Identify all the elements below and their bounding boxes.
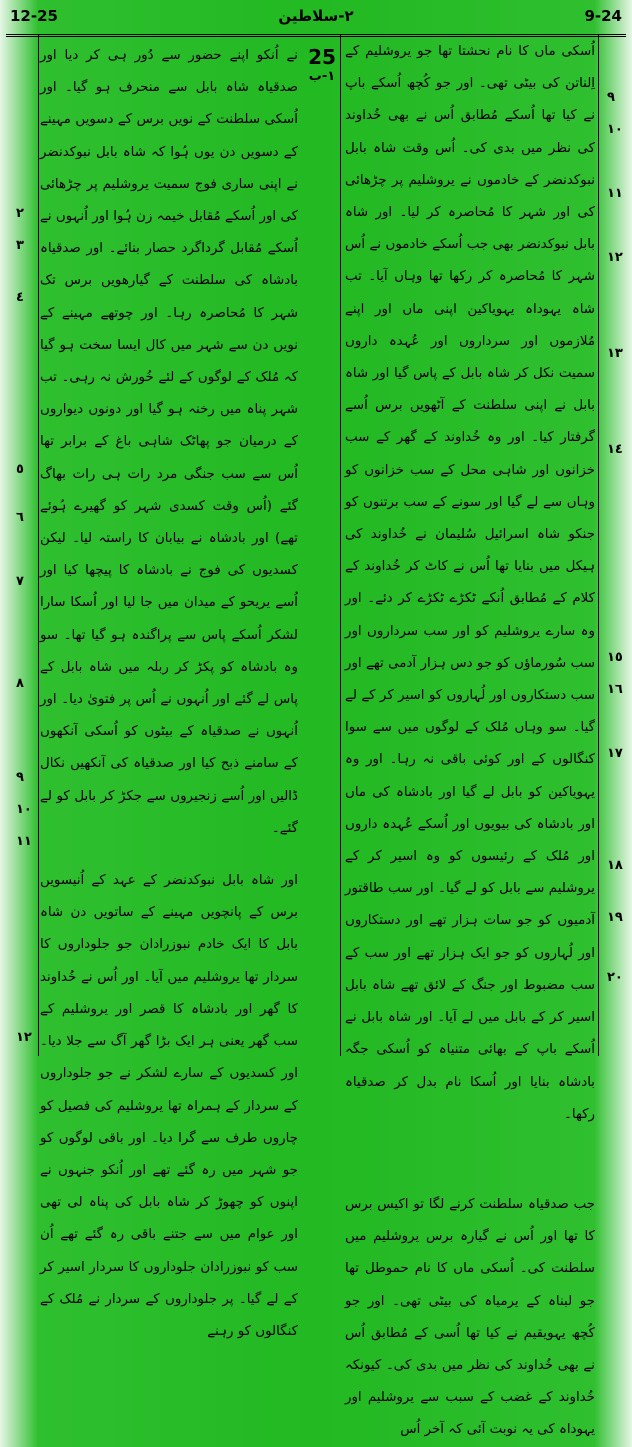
verse-number: ٩: [607, 90, 615, 105]
page-reference-right: 9-24: [584, 7, 622, 25]
chapter-verse-reference: ۱-ب: [308, 69, 336, 84]
verse-number: ١١: [607, 186, 623, 201]
right-text-column: [345, 36, 595, 1438]
verse-number: ٢٠: [607, 970, 623, 985]
verse-number: ٥: [16, 462, 24, 477]
verse-number: ١٠: [16, 802, 32, 817]
header-divider: [6, 34, 626, 35]
left-column-passage-2: اور شاہ بابل نبوکدنضر کے عہد کے اُنیسویں برس کے پانچویں مہینے کے ساتویں دن شاہ بابل کا ایک خادم نبوزرادان جو جلوداروں کا سردار تھا یروشلیم میں آیا۔ اور اُس نے خُداوند کا گھر اور بادشاہ کا قصر اور یروشلیم کے سب گھر یعنی ہر ایک بڑا گھر آگ سے جلا دیا۔ اور کسدیوں کے سارے لشکر نے جو جلوداروں کے سردار کے ہمراہ تھا یروشلیم کی فصیل کو چاروں طرف سے گرا دیا۔ اور باقی لوگوں کو جو شہر میں رہ گئے تھے اور اُنکو جنہوں نے اپنوں کو چھوڑ کر شاہ بابل کی پناہ لی تھی اور عوام میں سے جتنے باقی رہ گئے تھے اُن سب کو نبوزرادان جلوداروں کا سردار اسیر کر کے لے گیا۔ پر جلوداروں کے سردار نے مُلک کے کنگالوں کو رہنے: [40, 873, 298, 1339]
left-column-passage: نے اُنکو اپنے حضور سے دُور ہی کر دیا اور صدقیاہ شاہ بابل سے منحرف ہو گیا۔ اور اُسکی سلطنت کے نویں برس کے دسویں مہینے کے دسویں دن یوں ہُوا کہ شاہ بابل نبوکدنضر نے اپنی ساری فوج سمیت یروشلیم پر چڑھائی کی اور اُسکے مُقابل خیمہ زن ہُوا اور اُنہوں نے اُسکے مُقابل گرداگرد حصار بنائے۔ اور صدقیاہ بادشاہ کی سلطنت کے گیارھویں برس تک شہر کا مُحاصرہ رہا۔ اور چوتھے مہینے کے نویں دن سے شہر میں کال ایسا سخت ہو گیا کہ مُلک کے لوگوں کے لئے خُورش نہ رہی۔ تب شہر پناہ میں رخنہ ہو گیا اور دونوں دیواروں کے درمیان جو پھاٹک شاہی باغ کے برابر تھا اُس سے سب جنگی مرد رات ہی رات بھاگ گئے (اُس وقت کسدی شہر کو گھیرے ہُوئے تھے) اور بادشاہ نے بیابان کا راستہ لیا۔ لیکن کسدیوں کی فوج نے بادشاہ کا پیچھا کیا اور اُسے یریحو کے میدان میں جا لیا اور اُسکا سارا لشکر اُسکے پاس سے پراگندہ ہو گیا تھا۔ سو وہ بادشاہ کو پکڑ کر ربلہ میں شاہ بابل کے پاس لے گئے اور اُنہوں نے اُس پر فتویٰ دیا۔ اور اُنہوں نے صدقیاہ کے بیٹوں کو اُسکی آنکھوں کے سامنے ذبح کیا اور صدقیاہ کی آنکھیں نکال ڈالیں اور اُسے زنجیروں سے جکڑ کر بابل کو لے گئے۔: [40, 48, 298, 836]
book-title: ٢-سلاطین: [278, 7, 354, 25]
chapter-badge: [306, 46, 338, 90]
verse-number: ٣: [16, 238, 24, 253]
verse-number: ١٦: [607, 682, 623, 697]
verse-number: ١٠: [607, 122, 623, 137]
verse-number: ٨: [16, 676, 24, 691]
left-margin-rule: [38, 34, 39, 1056]
left-text-column: [40, 40, 298, 1339]
verse-number: ١٥: [607, 650, 623, 665]
verse-number: ١٣: [607, 346, 623, 361]
paragraph-spacer: [345, 1131, 595, 1189]
page-header: [0, 0, 632, 34]
verse-number: ٩: [16, 770, 24, 785]
verse-number: ٧: [16, 574, 24, 589]
verse-number: ١٩: [607, 910, 623, 925]
verse-number: ١٨: [607, 858, 623, 873]
verse-number: ٤: [16, 290, 24, 305]
chapter-number: 25: [308, 45, 336, 69]
verse-number: ٢: [16, 206, 24, 221]
page-reference-left: 12-25: [10, 7, 58, 25]
column-divider: [340, 34, 341, 1056]
verse-number: ١٢: [607, 250, 623, 265]
paragraph-spacer: [40, 845, 298, 865]
verse-number: ١٧: [607, 746, 623, 761]
right-column-passage-2: جب صدقیاہ سلطنت کرنے لگا تو اکیس برس کا تھا اور اُس نے گیارہ برس یروشلیم میں سلطنت کی۔ اُسکی ماں کا نام حموطل تھا جو لبناہ کے یرمیاہ کی بیٹی تھی۔ اور جو کُچھ یہویقیم نے کیا تھا اُسی کے مُطابق اُس نے بھی خُداوند کی نظر میں بدی کی۔ کیونکہ خُداوند کے غضب کے سبب سے یروشلیم اور یہوداہ کی یہ نوبت آئی کہ آخر اُس: [345, 1196, 595, 1438]
verse-number: ١١: [16, 834, 32, 849]
verse-number: ١٤: [607, 442, 623, 457]
right-margin-rule: [598, 34, 599, 1056]
verse-number: ١٢: [16, 1030, 32, 1045]
right-column-passage: اُسکی ماں کا نام نحشتا تھا جو یروشلیم کے اِلناتن کی بیٹی تھی۔ اور جو کُچھ اُسکے باپ نے کیا تھا اُسکے مُطابق اُس نے بھی خُداوند کی نظر میں بدی کی۔ اُس وقت شاہ بابل نبوکدنضر کے خادموں نے یروشلیم پر چڑھائی کی اور شہر کا مُحاصرہ کر لیا۔ اور شاہ بابل نبوکدنضر بھی جب اُسکے خادموں نے اُس شہر کا مُحاصرہ کر رکھا تھا وہاں آیا۔ تب شاہ یہوداہ یہویاکین اپنی ماں اور اپنے مُلازموں اور سرداروں اور عُہدہ داروں سمیت نکل کر شاہ بابل کے پاس گیا اور شاہ بابل نے اپنی سلطنت کے آٹھویں برس اُسے گرفتار کیا۔ اور وہ خُداوند کے گھر کے سب خزانوں اور شاہی محل کے سب خزانوں کو وہاں سے لے گیا اور سونے کے سب برتنوں کو جنکو شاہ اسرائیل سُلیمان نے خُداوند کی ہیکل میں بنایا تھا اُس نے کاٹ کر خُداوند کے کلام کے مُطابق اُنکے ٹکڑے ٹکڑے کر دئے۔ اور وہ سارے یروشلیم کو اور سب سرداروں اور سب سُورماؤں کو جو دس ہزار آدمی تھے اور سب دستکاروں اور لُہاروں کو اسیر کر کے لے گیا۔ سو وہاں مُلک کے لوگوں میں سے سوا کنگالوں کے اور کوئی باقی نہ رہا۔ اور وہ یہویاکین کو بابل لے گیا اور بادشاہ کی ماں اور بادشاہ کی بیویوں اور اُسکے عُہدہ داروں اور مُلک کے رئیسوں کو وہ اسیر کر کے یروشلیم سے بابل کو لے گیا۔ اور سب طاقتور آدمیوں کو جو سات ہزار تھے اور دستکاروں اور لُہاروں کو جو ایک ہزار تھے اور سب کے سب مضبوط اور جنگ کے لائق تھے شاہ بابل اسیر کر کے بابل میں لے آیا۔ اور شاہ بابل نے اُسکے باپ کے بھائی متنیاہ کو اُسکی جگہ بادشاہ بنایا اور اُسکا نام بدل کر صدقیاہ رکھا۔: [345, 44, 595, 1122]
verse-number: ٦: [16, 510, 24, 525]
